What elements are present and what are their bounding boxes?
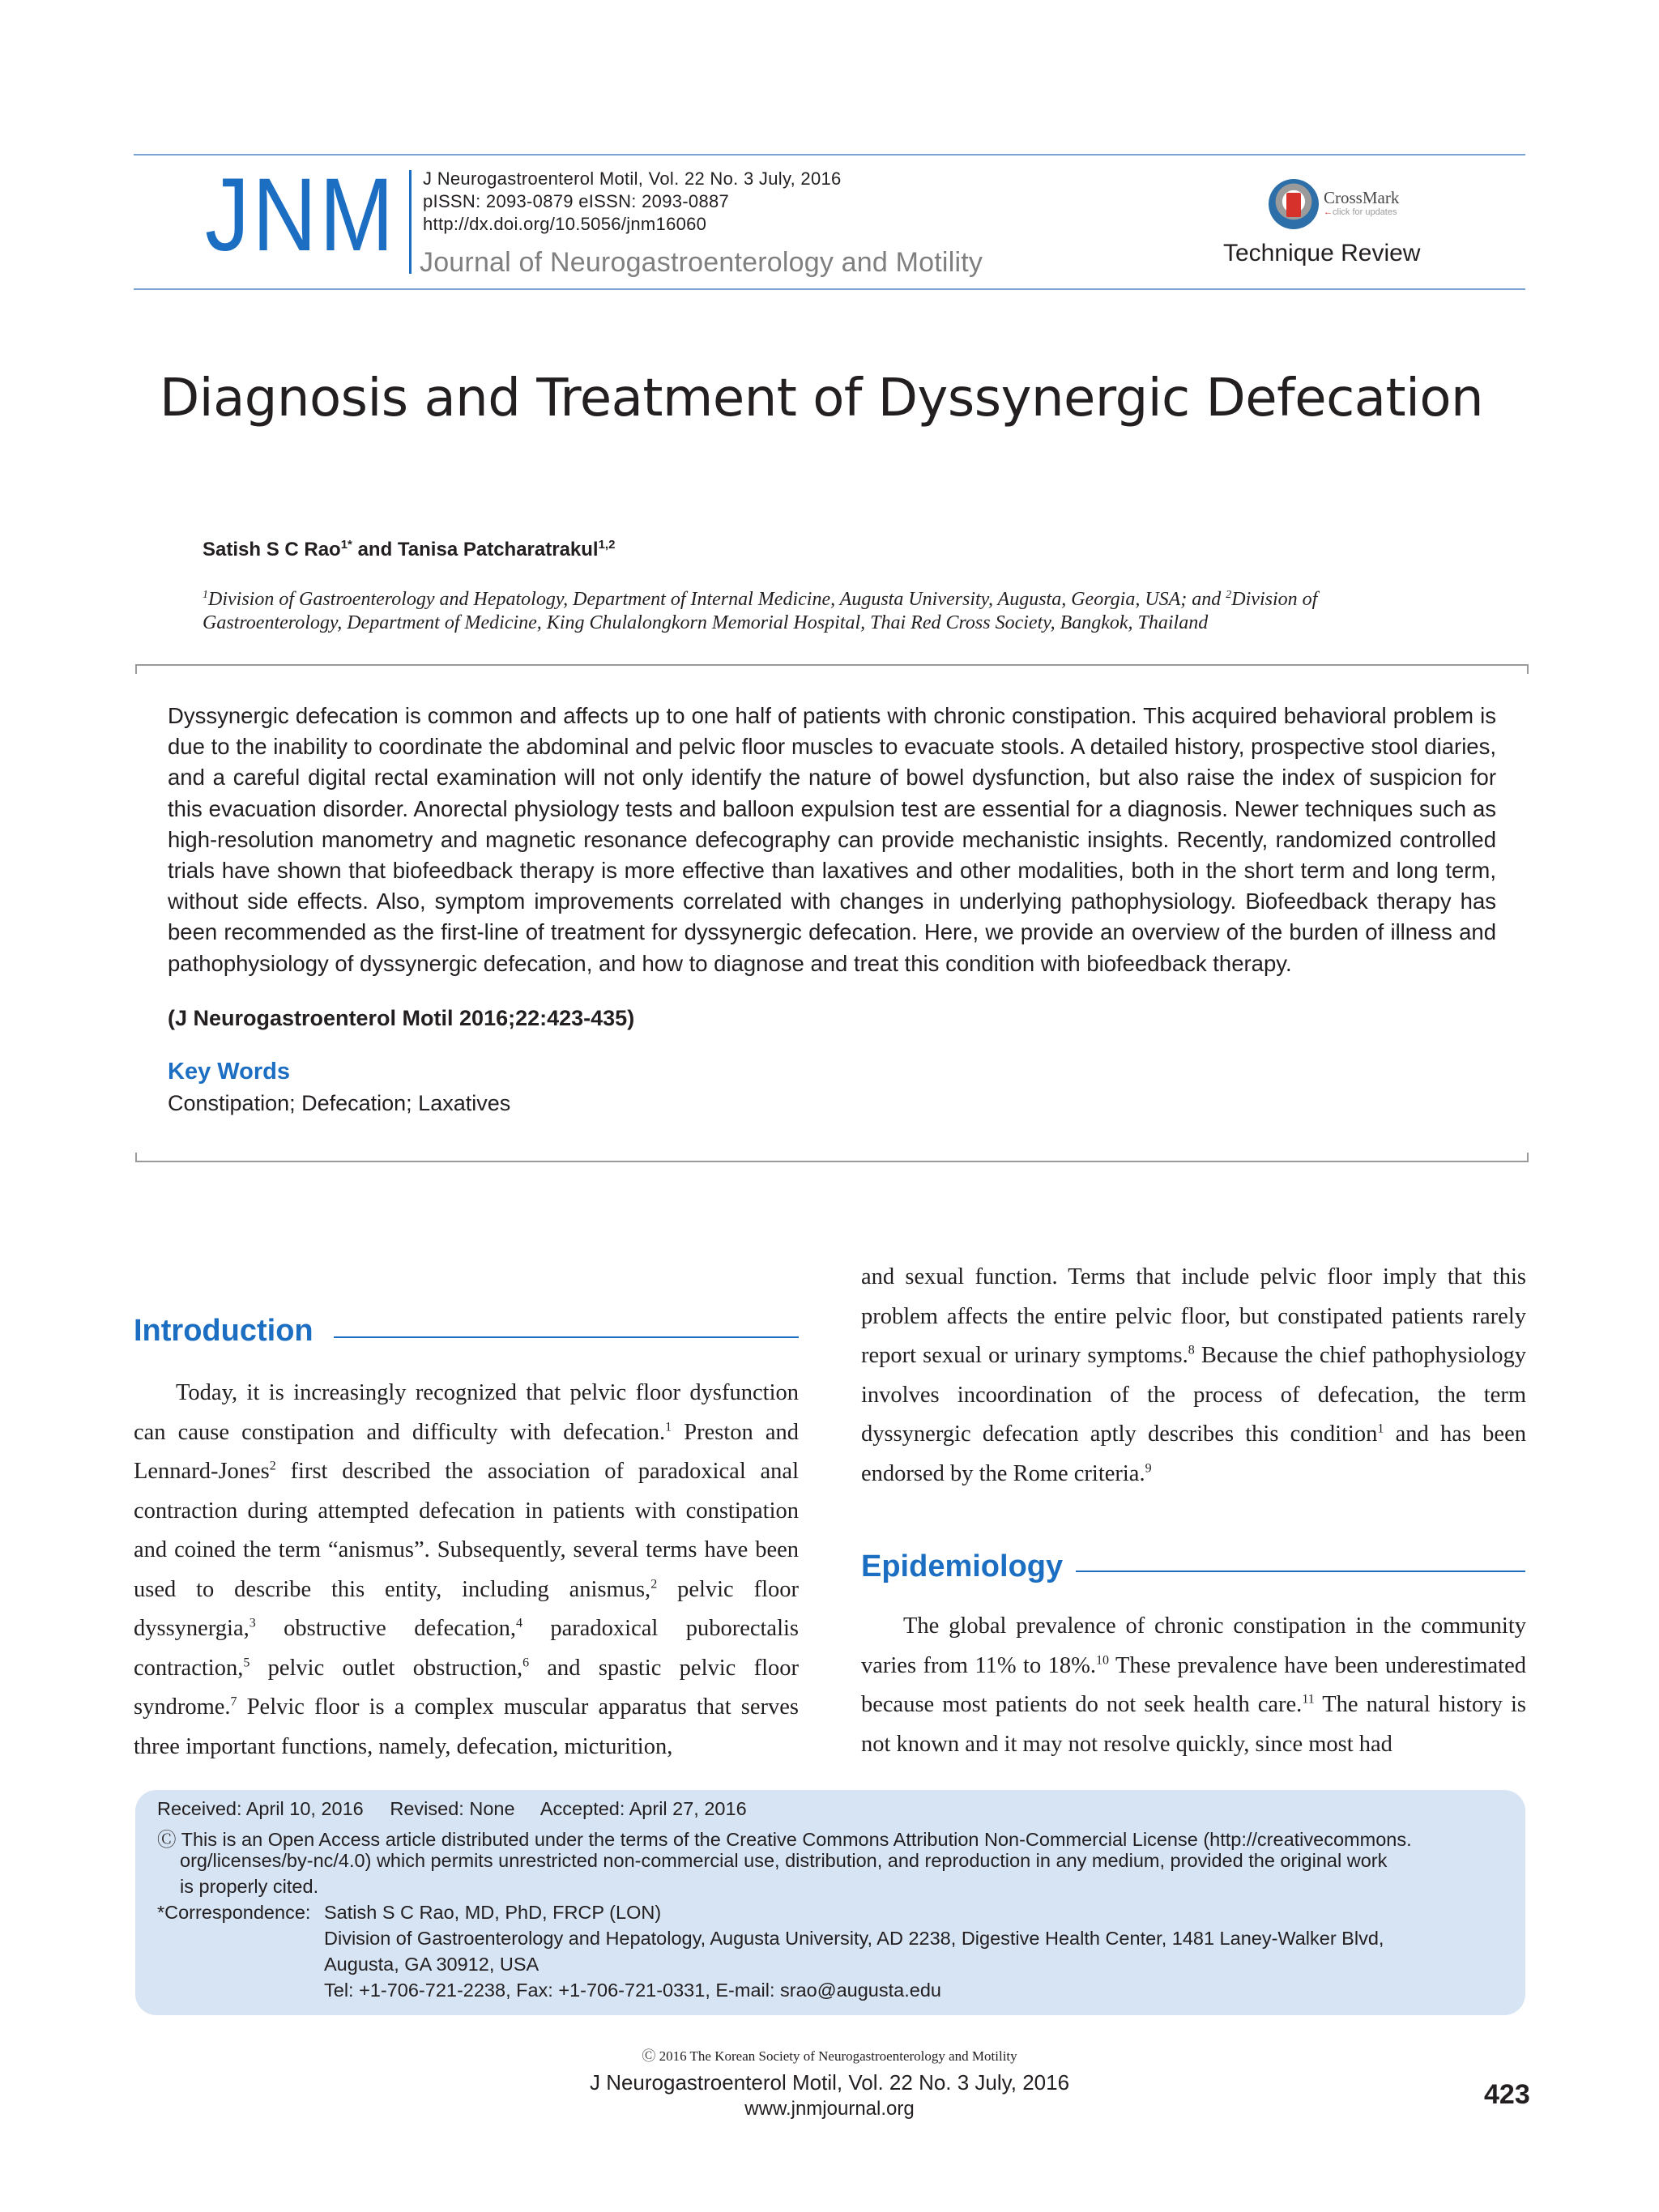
- section-heading-rule: [334, 1336, 799, 1338]
- reference-mark: 5: [243, 1656, 250, 1669]
- introduction-text: Today, it is increasingly recognized that pelvic floor dysfunction can cause constipation and difficulty with defecation.$^1$ Preston and Lennard-Jones$^2$ first described the association of paradoxical anal contraction during attempted defecation in patients with constipation and coined the term “anismus”. Subsequently, several terms have been used to describe this entity, including anismus,$^2$ pelvic floor dyssynergia,$^3$ obstructive defecation,$^4$ paradoxical puborectalis contraction,$^5$ pelvic outlet obstruction,$^6$ and spastic pelvic floor syndrome.$^7$ Pelvic floor is a complex muscular apparatus that serves three important functions, namely, defecation, micturition,: [134, 1380, 800, 1759]
- article-title: Diagnosis and Treatment of Dyssynergic Defecation: [160, 369, 1484, 428]
- correspondence-name: Satish S C Rao, MD, PhD, FRCP (LON): [324, 1902, 662, 1923]
- copyright-notice: Ⓒ 2016 The Korean Society of Neurogastroenterology and Motility: [642, 2048, 1017, 2064]
- author-conjunction: and: [352, 539, 398, 560]
- reference-mark: 1: [1377, 1421, 1384, 1436]
- crossmark-bookmark-icon: [1286, 193, 1301, 217]
- reference-mark: 2: [650, 1577, 658, 1591]
- creative-commons-icon: Ⓒ: [157, 1829, 177, 1850]
- reference-mark: 8: [1188, 1343, 1195, 1357]
- article-type: Technique Review: [1223, 240, 1421, 266]
- license-line-3: is properly cited.: [180, 1876, 319, 1897]
- correspondence-label: *Correspondence:: [157, 1902, 311, 1923]
- reference-mark: 3: [249, 1616, 256, 1630]
- crossmark-label: CrossMark: [1324, 188, 1400, 207]
- keywords-list: Constipation; Defecation; Laxatives: [168, 1091, 511, 1115]
- license-line-1: Ⓒ This is an Open Access article distributed under the terms of the Creative Commons Attribution Non-Commercial License (http://creativecommons.: [157, 1829, 1412, 1850]
- author-name: Satish S C Rao: [203, 539, 341, 560]
- abstract-text: Dyssynergic defecation is common and affects up to one half of patients with chronic constipation. This acquired behavioral problem is due to the inability to coordinate the abdominal and pelvic floor muscles to evacuate stools. A detailed history, prospective stool diaries, and a careful digital rectal examination will not only identify the nature of bowel dysfunction, but also raise the index of suspicion for this evacuation disorder. Anorectal physiology tests and balloon expulsion test are essential for a diagnosis. Newer techniques such as high-resolution manometry and magnetic resonance defecography can provide mechanistic insights. Recently, randomized controlled trials have shown that biofeedback therapy is more effective than laxatives and other modalities, both in the short term and long term, without side effects. Also, symptom improvements correlated with changes in underlying pathophysiology. Biofeedback therapy has been recommended as the first-line of treatment for dyssynergic defecation. Here, we provide an overview of the burden of illness and pathophysiology of dyssynergic defecation, and how to diagnose and treat this condition with biofeedback therapy.: [168, 703, 1496, 976]
- abstract-frame-bottom: [135, 1153, 1529, 1162]
- journal-logo: JNM: [205, 157, 397, 273]
- reference-mark: 4: [516, 1616, 522, 1630]
- header-top-rule: [134, 154, 1525, 156]
- abstract-citation: (J Neurogastroenterol Motil 2016;22:423-435): [168, 1006, 635, 1030]
- abstract-frame-top: [135, 664, 1529, 674]
- license-line-2: org/licenses/by-nc/4.0) which permits unrestricted non-commercial use, distribution, and reproduction in any medium, provided the original work: [180, 1850, 1388, 1871]
- header-bottom-rule: [134, 288, 1525, 290]
- epidemiology-text: The global prevalence of chronic constipation in the community varies from 11% to 18%.$^{10}$ These prevalence have been underestimated because most patients do not seek health care.$^{11}$ The natural history is not known and it may not resolve quickly, since most had: [861, 1613, 1526, 1757]
- introduction-text-continued: and sexual function. Terms that include pelvic floor imply that this problem affects the entire pelvic floor, but constipated patients rarely report sexual or urinary symptoms.$^8$ Because the chief pathophysiology involves incoordination of the process of defecation, the term dyssynergic defecation aptly describes this condition$^1$ and has been endorsed by the Rome criteria.$^9$: [861, 1264, 1526, 1486]
- footer-website-link[interactable]: www.jnmjournal.org: [744, 2098, 915, 2120]
- arrow-left-icon: ←: [1324, 207, 1333, 217]
- affiliations-line-2: Gastroenterology, Department of Medicine, King Chulalongkorn Memorial Hospital, Thai Red Cross Society, Bangkok, Thailand: [203, 612, 1209, 633]
- correspondence-address-2: Augusta, GA 30912, USA: [324, 1954, 539, 1975]
- author-name: Tanisa Patcharatrakul: [397, 539, 599, 560]
- reference-mark: 11: [1302, 1692, 1315, 1707]
- crossmark-subtitle: ←click for updates: [1324, 207, 1397, 217]
- logo-divider: [409, 170, 412, 274]
- journal-name: Journal of Neurogastroenterology and Motility: [420, 247, 983, 278]
- correspondence-contact: Tel: +1-706-721-2238, Fax: +1-706-721-0331, E-mail: srao@augusta.edu: [324, 1980, 941, 2001]
- keywords-heading: Key Words: [168, 1059, 290, 1085]
- section-heading-rule: [1076, 1571, 1525, 1572]
- footer-citation: J Neurogastroenterol Motil, Vol. 22 No. 3 July, 2016: [589, 2070, 1070, 2095]
- author-affiliation-mark: 1*: [340, 538, 352, 552]
- author-list: [203, 538, 615, 561]
- page-number: 423: [1484, 2079, 1530, 2110]
- section-heading-epidemiology: Epidemiology: [861, 1549, 1064, 1583]
- issn-line: pISSN: 2093-0879 eISSN: 2093-0887: [423, 191, 730, 211]
- section-heading-introduction: Introduction: [134, 1314, 313, 1348]
- correspondence-address-1: Division of Gastroenterology and Hepatology, Augusta University, AD 2238, Digestive Health Center, 1481 Laney-Walker Blvd,: [324, 1928, 1384, 1949]
- reference-mark: 2: [269, 1459, 276, 1473]
- author-affiliation-mark: 1,2: [598, 538, 616, 552]
- reference-mark: 1: [665, 1420, 672, 1434]
- affiliations: $^1$Division of Gastroenterology and Hepatology, Department of Internal Medicine, Augusta University, Augusta, Georgia, USA; and $^2$Division of: [203, 589, 1318, 610]
- citation-line-1: J Neurogastroenterol Motil, Vol. 22 No. 3 July, 2016: [423, 168, 842, 189]
- reference-mark: 6: [522, 1656, 530, 1669]
- reference-mark: 10: [1096, 1653, 1110, 1667]
- reference-mark: 9: [1145, 1461, 1152, 1475]
- received-dates: Received: April 10, 2016 Revised: None Accepted: April 27, 2016: [157, 1798, 747, 1819]
- reference-mark: 7: [230, 1694, 237, 1709]
- doi-link[interactable]: http://dx.doi.org/10.5056/jnm16060: [423, 214, 707, 234]
